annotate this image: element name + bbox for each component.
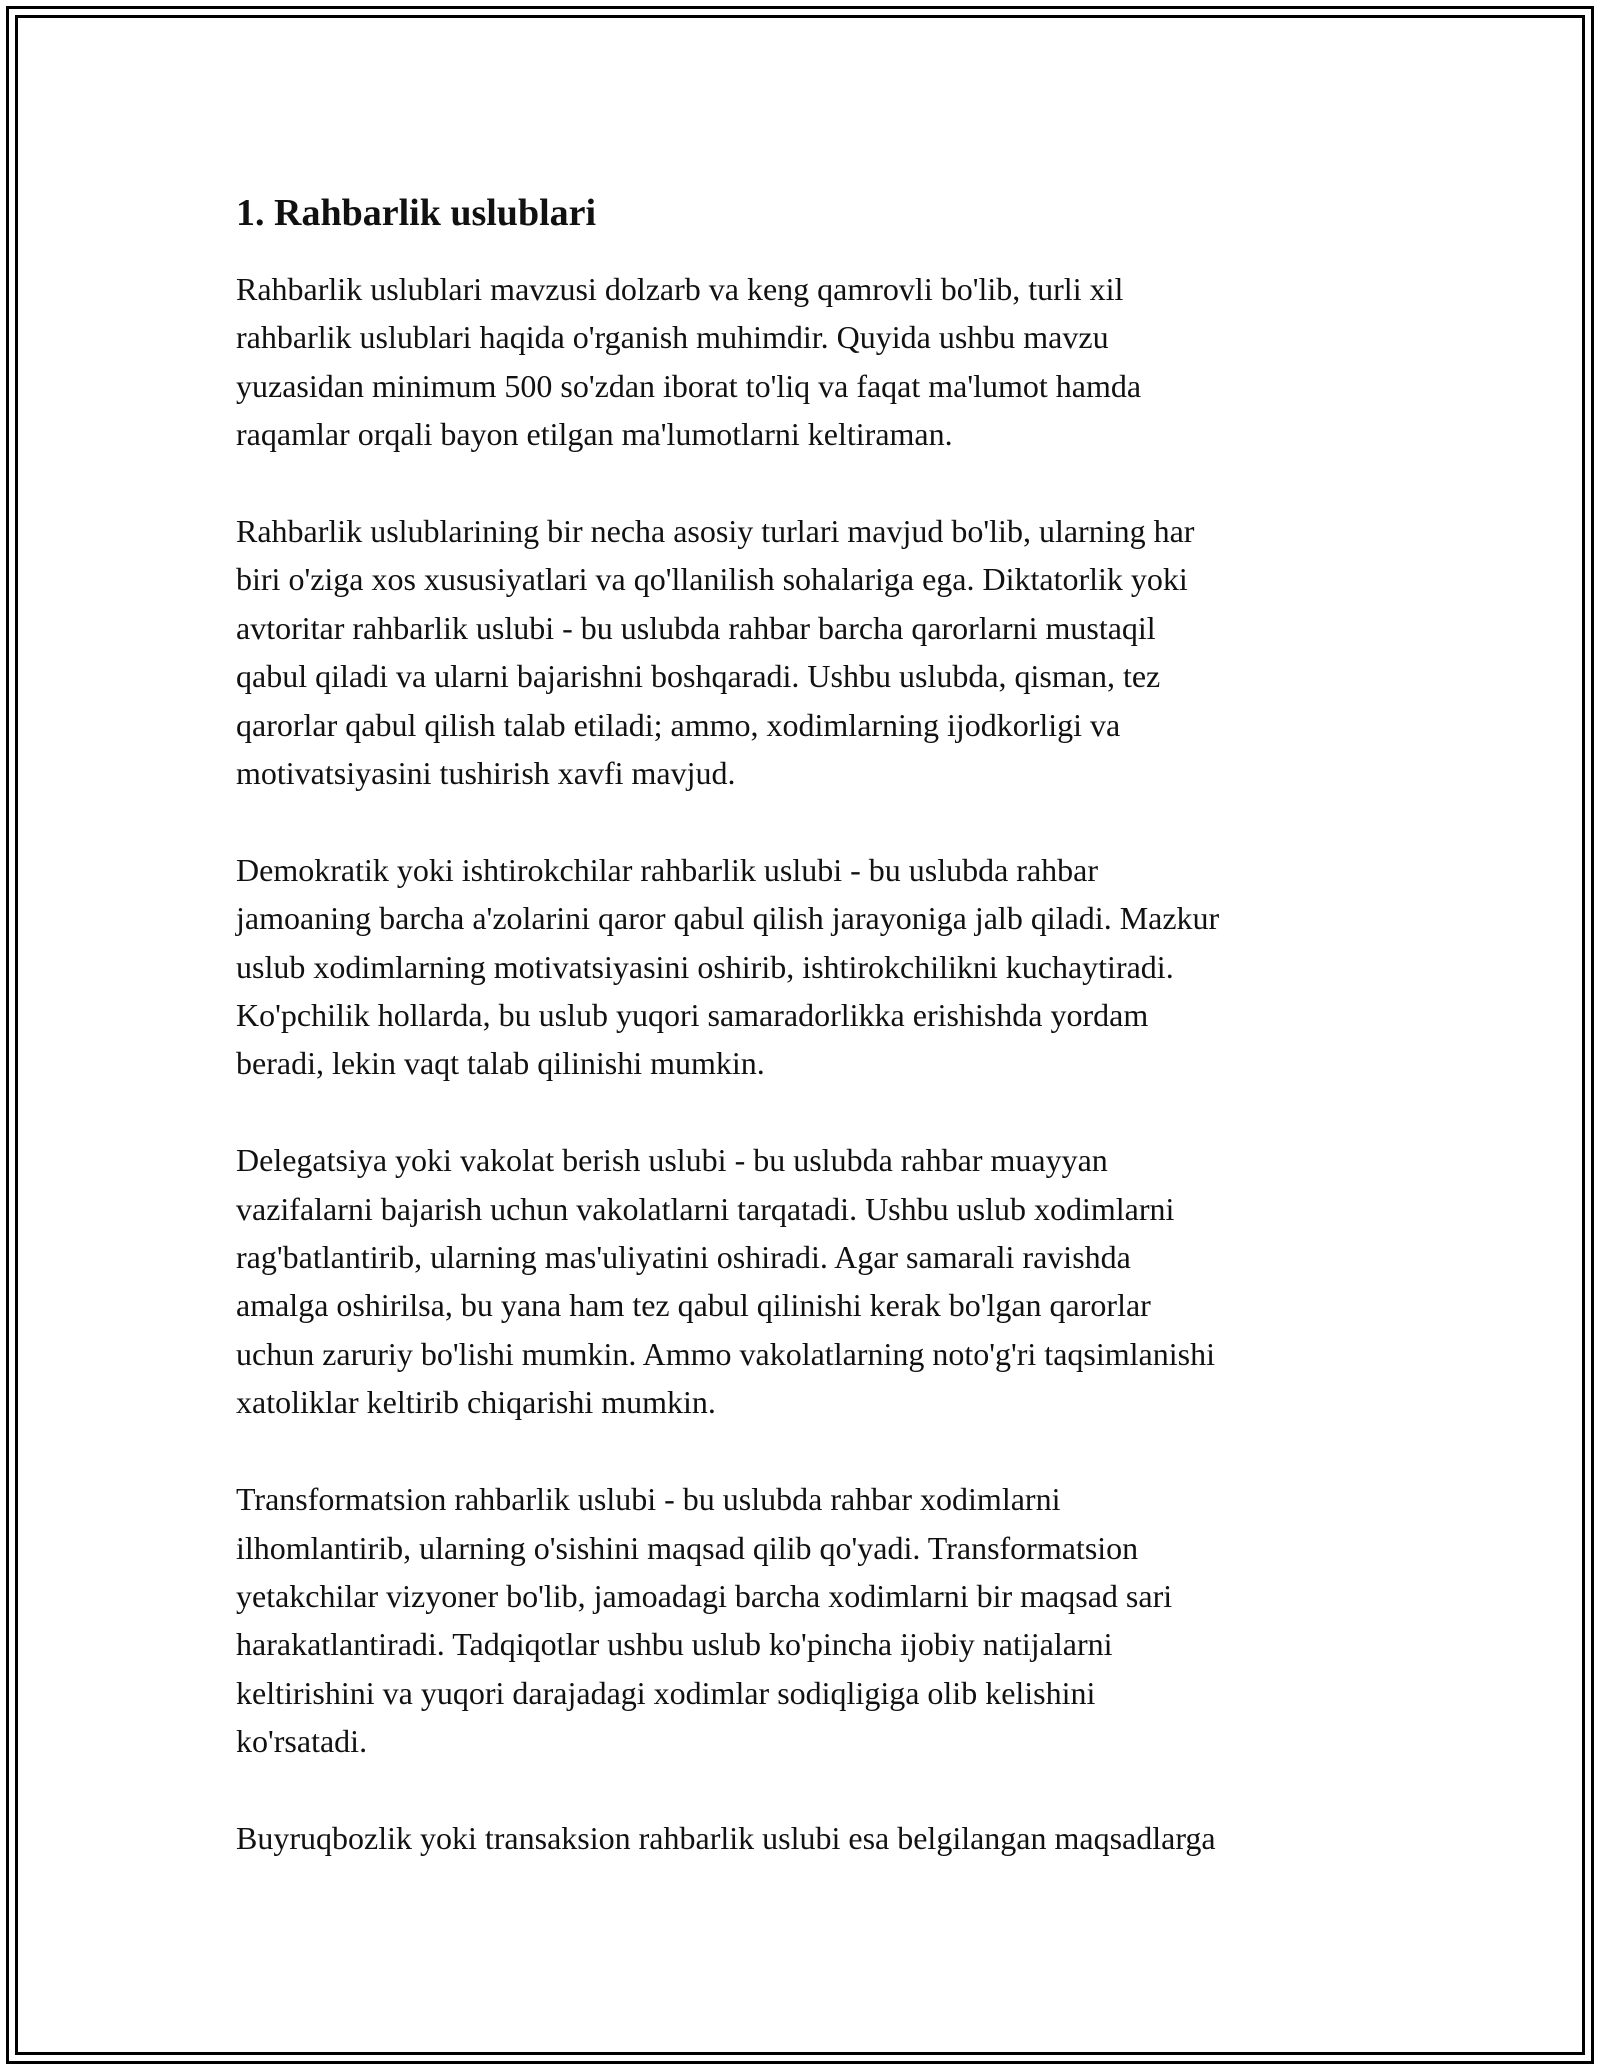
paragraph (236, 507, 1396, 797)
text-line: jamoaning barcha a'zolarini qaror qabul qilish jarayoniga jalb qiladi. Mazkur (236, 900, 1220, 937)
document-body (236, 265, 1396, 1862)
text-line: Delegatsiya yoki vakolat berish uslubi - bu uslubda rahbar muayyan (236, 1142, 1108, 1179)
text-line: rahbarlik uslublari haqida o'rganish muhimdir. Quyida ushbu mavzu (236, 319, 1109, 356)
text-line: ilhomlantirib, ularning o'sishini maqsad qilib qo'yadi. Transformatsion (236, 1529, 1139, 1566)
text-line: harakatlantiradi. Tadqiqotlar ushbu uslub ko'pincha ijobiy natijalarni (236, 1626, 1113, 1663)
text-line: biri o'ziga xos xususiyatlari va qo'llanilish sohalariga ega. Diktatorlik yoki (236, 561, 1188, 598)
text-line: keltirishini va yuqori darajadagi xodimlar sodiqligiga olib kelishini (236, 1674, 1096, 1711)
document-page (236, 185, 1396, 1862)
text-line: rag'batlantirib, ularning mas'uliyatini oshiradi. Agar samarali ravishda (236, 1239, 1131, 1276)
text-line: avtoritar rahbarlik uslubi - bu uslubda rahbar barcha qarorlarni mustaqil (236, 609, 1156, 646)
text-line: Ko'pchilik hollarda, bu uslub yuqori samaradorlikka erishishda yordam (236, 997, 1149, 1034)
text-line: Rahbarlik uslublarining bir necha asosiy turlari mavjud bo'lib, ularning har (236, 513, 1195, 550)
paragraph (236, 1136, 1396, 1426)
paragraph (236, 846, 1396, 1088)
text-line: amalga oshirilsa, bu yana ham tez qabul qilinishi kerak bo'lgan qarorlar (236, 1287, 1151, 1324)
text-line: qarorlar qabul qilish talab etiladi; ammo, xodimlarning ijodkorligi va (236, 706, 1121, 743)
paragraph (236, 1475, 1396, 1765)
text-line: uslub xodimlarning motivatsiyasini oshirib, ishtirokchilikni kuchaytiradi. (236, 948, 1174, 985)
text-line: vazifalarni bajarish uchun vakolatlarni tarqatadi. Ushbu uslub xodimlarni (236, 1190, 1175, 1227)
text-line: Rahbarlik uslublari mavzusi dolzarb va keng qamrovli bo'lib, turli xil (236, 271, 1124, 307)
section-heading: 1. Rahbarlik uslublari (236, 192, 597, 234)
text-line: motivatsiyasini tushirish xavfi mavjud. (236, 755, 736, 792)
text-line: Transformatsion rahbarlik uslubi - bu uslubda rahbar xodimlarni (236, 1481, 1061, 1518)
text-line: raqamlar orqali bayon etilgan ma'lumotlarni keltiraman. (236, 416, 953, 453)
text-line: uchun zaruriy bo'lishi mumkin. Ammo vakolatlarning noto'g'ri taqsimlanishi (236, 1335, 1215, 1372)
text-line: yuzasidan minimum 500 so'zdan iborat to'liq va faqat ma'lumot hamda (236, 367, 1142, 404)
text-line: yetakchilar vizyoner bo'lib, jamoadagi barcha xodimlarni bir maqsad sari (236, 1577, 1173, 1614)
text-line: Demokratik yoki ishtirokchilar rahbarlik uslubi - bu uslubda rahbar (236, 851, 1099, 888)
paragraph (236, 1814, 1396, 1862)
text-line: ko'rsatadi. (236, 1723, 368, 1760)
text-line: xatoliklar keltirib chiqarishi mumkin. (236, 1384, 716, 1421)
text-line: qabul qiladi va ularni bajarishni boshqaradi. Ushbu uslubda, qisman, tez (236, 658, 1161, 695)
text-line: beradi, lekin vaqt talab qilinishi mumkin. (236, 1045, 765, 1082)
paragraph (236, 265, 1396, 459)
text-line: Buyruqbozlik yoki transaksion rahbarlik uslubi esa belgilangan maqsadlarga (236, 1819, 1216, 1856)
